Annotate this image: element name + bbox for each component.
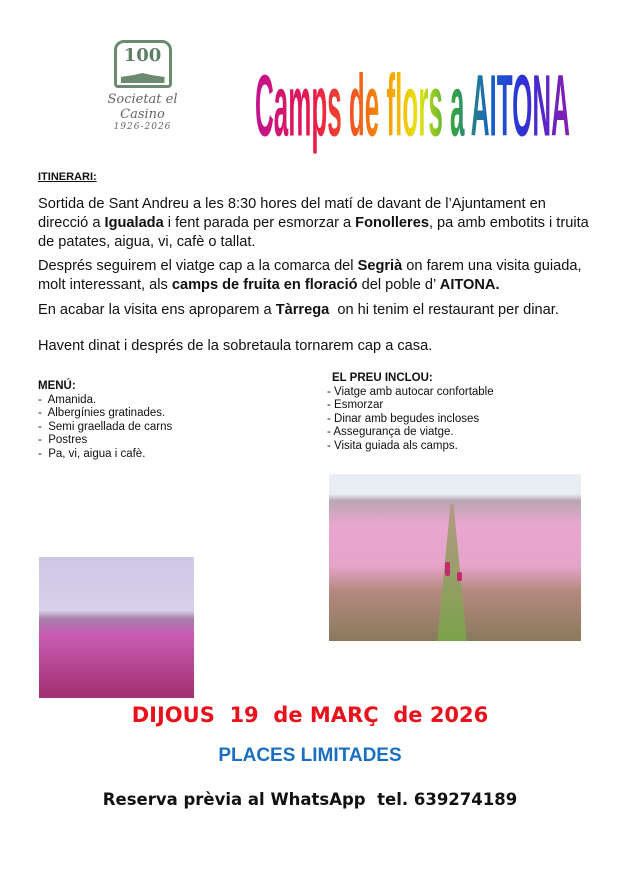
orchard-photo (329, 474, 581, 641)
itinerary-heading: ITINERARI: (38, 171, 97, 183)
place-fonolleres: Fonolleres (355, 215, 429, 231)
list-item: - Assegurança de viatge. (327, 426, 454, 438)
itinerary-paragraph-3 (38, 301, 598, 320)
text: on hi tenim el restaurant per dinar. (329, 302, 559, 318)
poster-title (255, 55, 575, 155)
reservation-info: Reserva prèvia al WhatsApp tel. 639274189 (102, 790, 518, 809)
itinerary-paragraph-1 (38, 195, 598, 252)
title-text: Camps de flors a AITONA (255, 56, 570, 155)
price-includes-list (327, 372, 494, 453)
place-igualada: Igualada (104, 215, 164, 231)
menu-heading: MENÚ: (38, 380, 76, 392)
itinerary-paragraph-4: Havent dinat i després de la sobretaula tornarem cap a casa. (38, 338, 433, 354)
logo-number: 100 (123, 45, 162, 66)
list-item: - Semi graellada de carns (38, 420, 173, 433)
text: En acabar la visita ens aproparem a (38, 302, 276, 318)
includes-heading: EL PREU INCLOU: (332, 372, 433, 384)
list-item: - Postres (38, 434, 88, 446)
society-logo (85, 40, 200, 132)
place-aitona: AITONA. (439, 277, 500, 293)
text: , pa amb embotits i truita de patates, aigua, vi, cafè o tallat. (38, 215, 589, 250)
list-item: - Visita guiada als camps. (327, 439, 458, 452)
logo-badge (114, 40, 172, 88)
text: Sortida de Sant Andreu a les 8:30 hores del matí de davant de l’Ajuntament en direcció a (38, 196, 546, 231)
logo-years: 1926-2026 (113, 122, 172, 132)
orchard-path (437, 504, 467, 641)
logo-name: Societat el Casino (107, 92, 178, 122)
list-item: - Dinar amb begudes incloses (327, 412, 480, 425)
list-item: - Viatge amb autocar confortable (327, 385, 494, 398)
place-segria: Segrià (357, 258, 403, 274)
list-item: - Esmorzar (327, 399, 384, 411)
place-tarrega: Tàrrega (275, 302, 330, 318)
text: del poble d’ (357, 277, 440, 293)
highlight-fields: camps de fruita en floració (171, 277, 358, 293)
logo-building-icon (121, 73, 165, 83)
person-figure (445, 562, 450, 576)
blossom-field-photo (39, 557, 194, 698)
child-figure (457, 572, 462, 581)
menu-list (38, 380, 172, 461)
itinerary-paragraph-2 (38, 257, 598, 295)
list-item: - Albergínies gratinades. (38, 407, 166, 419)
event-date: DIJOUS 19 de MARÇ de 2026 (131, 703, 489, 727)
text: Després seguirem el viatge cap a la comarca del (38, 258, 358, 274)
list-item: - Amanida. (38, 393, 97, 406)
text: on farem una visita guiada, molt interessant, als (38, 258, 582, 293)
limited-places: PLACES LIMITADES (218, 745, 402, 766)
list-item: - Pa, vi, aigua i cafè. (38, 447, 146, 460)
text: i fent parada per esmorzar a (163, 215, 356, 231)
